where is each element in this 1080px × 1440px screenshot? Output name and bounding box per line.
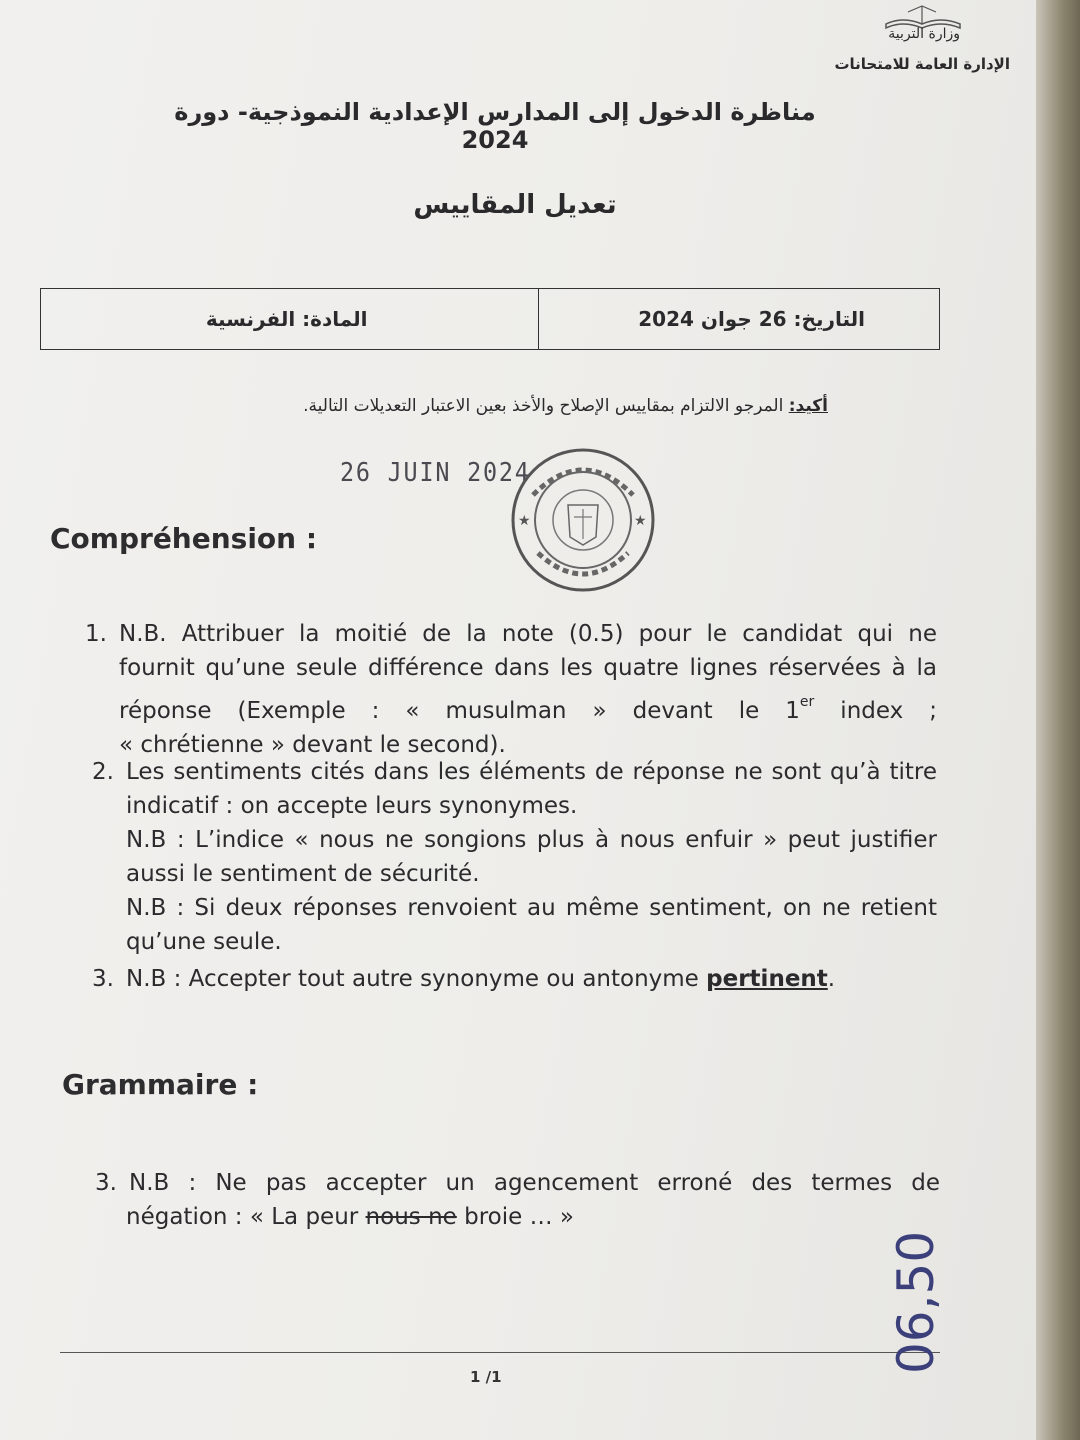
table-edge	[1036, 0, 1080, 1440]
item-text: qu’une seule.	[126, 929, 282, 955]
underlined-word: pertinent	[706, 966, 828, 992]
item-text: Les sentiments cités dans les éléments de réponse ne sont qu’à titre	[126, 759, 937, 785]
item-text-part: négation : « La peur	[126, 1204, 366, 1230]
item-text: N.B : L’indice « nous ne songions plus à nous enfuir » peut justifier	[126, 827, 937, 853]
item-text-part: broie … »	[456, 1204, 574, 1230]
svg-text:★: ★	[634, 513, 647, 529]
item-text	[85, 685, 937, 728]
handwritten-score-text: 06,50	[887, 1230, 945, 1374]
struck-words: nous ne	[365, 1204, 457, 1230]
comprehension-item-2	[92, 755, 937, 959]
official-seal-icon	[508, 445, 658, 595]
item-text: fournit qu’une seule différence dans les quatre lignes réservées à la	[119, 655, 937, 681]
subject-cell: المادة: الفرنسية	[205, 307, 368, 331]
item-text-part: réponse (Exemple : « musulman » devant le 1	[119, 698, 800, 724]
comprehension-heading: Compréhension :	[50, 522, 318, 555]
info-table	[40, 288, 940, 350]
item-number: 3.	[95, 1170, 117, 1196]
date-cell: التاريخ: 26 جوان 2024	[538, 289, 940, 349]
item-text: « chrétienne » devant le second).	[119, 732, 506, 758]
item-text: N.B : Accepter tout autre synonyme ou antonyme	[126, 966, 707, 992]
contest-title: مناظرة الدخول إلى المدارس الإعدادية النموذجية- دورة 2024	[174, 98, 816, 154]
item-number: 2.	[92, 759, 114, 785]
item-text: .	[827, 966, 836, 992]
comprehension-item-1	[85, 617, 937, 762]
item-text-part: index ;	[814, 698, 938, 724]
comprehension-item-3	[92, 962, 937, 996]
superscript: er	[799, 694, 815, 710]
date-stamp: 26 JUIN 2024	[340, 458, 531, 488]
item-text: aussi le sentiment de sécurité.	[126, 861, 480, 887]
administration-name: الإدارة العامة للامتحانات	[834, 55, 1010, 73]
document-title: تعديل المقاييس	[413, 190, 617, 220]
footer-divider	[60, 1352, 940, 1353]
handwritten-score	[887, 1222, 985, 1382]
item-text: N.B : Ne pas accepter un agencement erroné des termes de	[129, 1170, 940, 1196]
item-number: 3.	[92, 966, 114, 992]
item-number: 1.	[85, 621, 107, 647]
svg-text:★: ★	[518, 513, 531, 529]
ministry-name: وزارة التربية	[888, 26, 960, 42]
item-text	[95, 1200, 940, 1234]
item-text: N.B. Attribuer la moitié de la note (0.5) pour le candidat qui ne	[119, 621, 937, 647]
grammaire-heading: Grammaire :	[62, 1068, 259, 1101]
item-text: indicatif : on accepte leurs synonymes.	[126, 793, 578, 819]
item-text: N.B : Si deux réponses renvoient au même sentiment, on ne retient	[126, 895, 937, 921]
page-number: 1 /1	[470, 1368, 502, 1386]
note-label: أكيد:	[788, 396, 828, 416]
grammaire-item-3	[95, 1166, 940, 1234]
note-text: المرجو الالتزام بمقاييس الإصلاح والأخذ بعين الاعتبار التعديلات التالية.	[303, 396, 784, 416]
instruction-note	[303, 396, 828, 416]
